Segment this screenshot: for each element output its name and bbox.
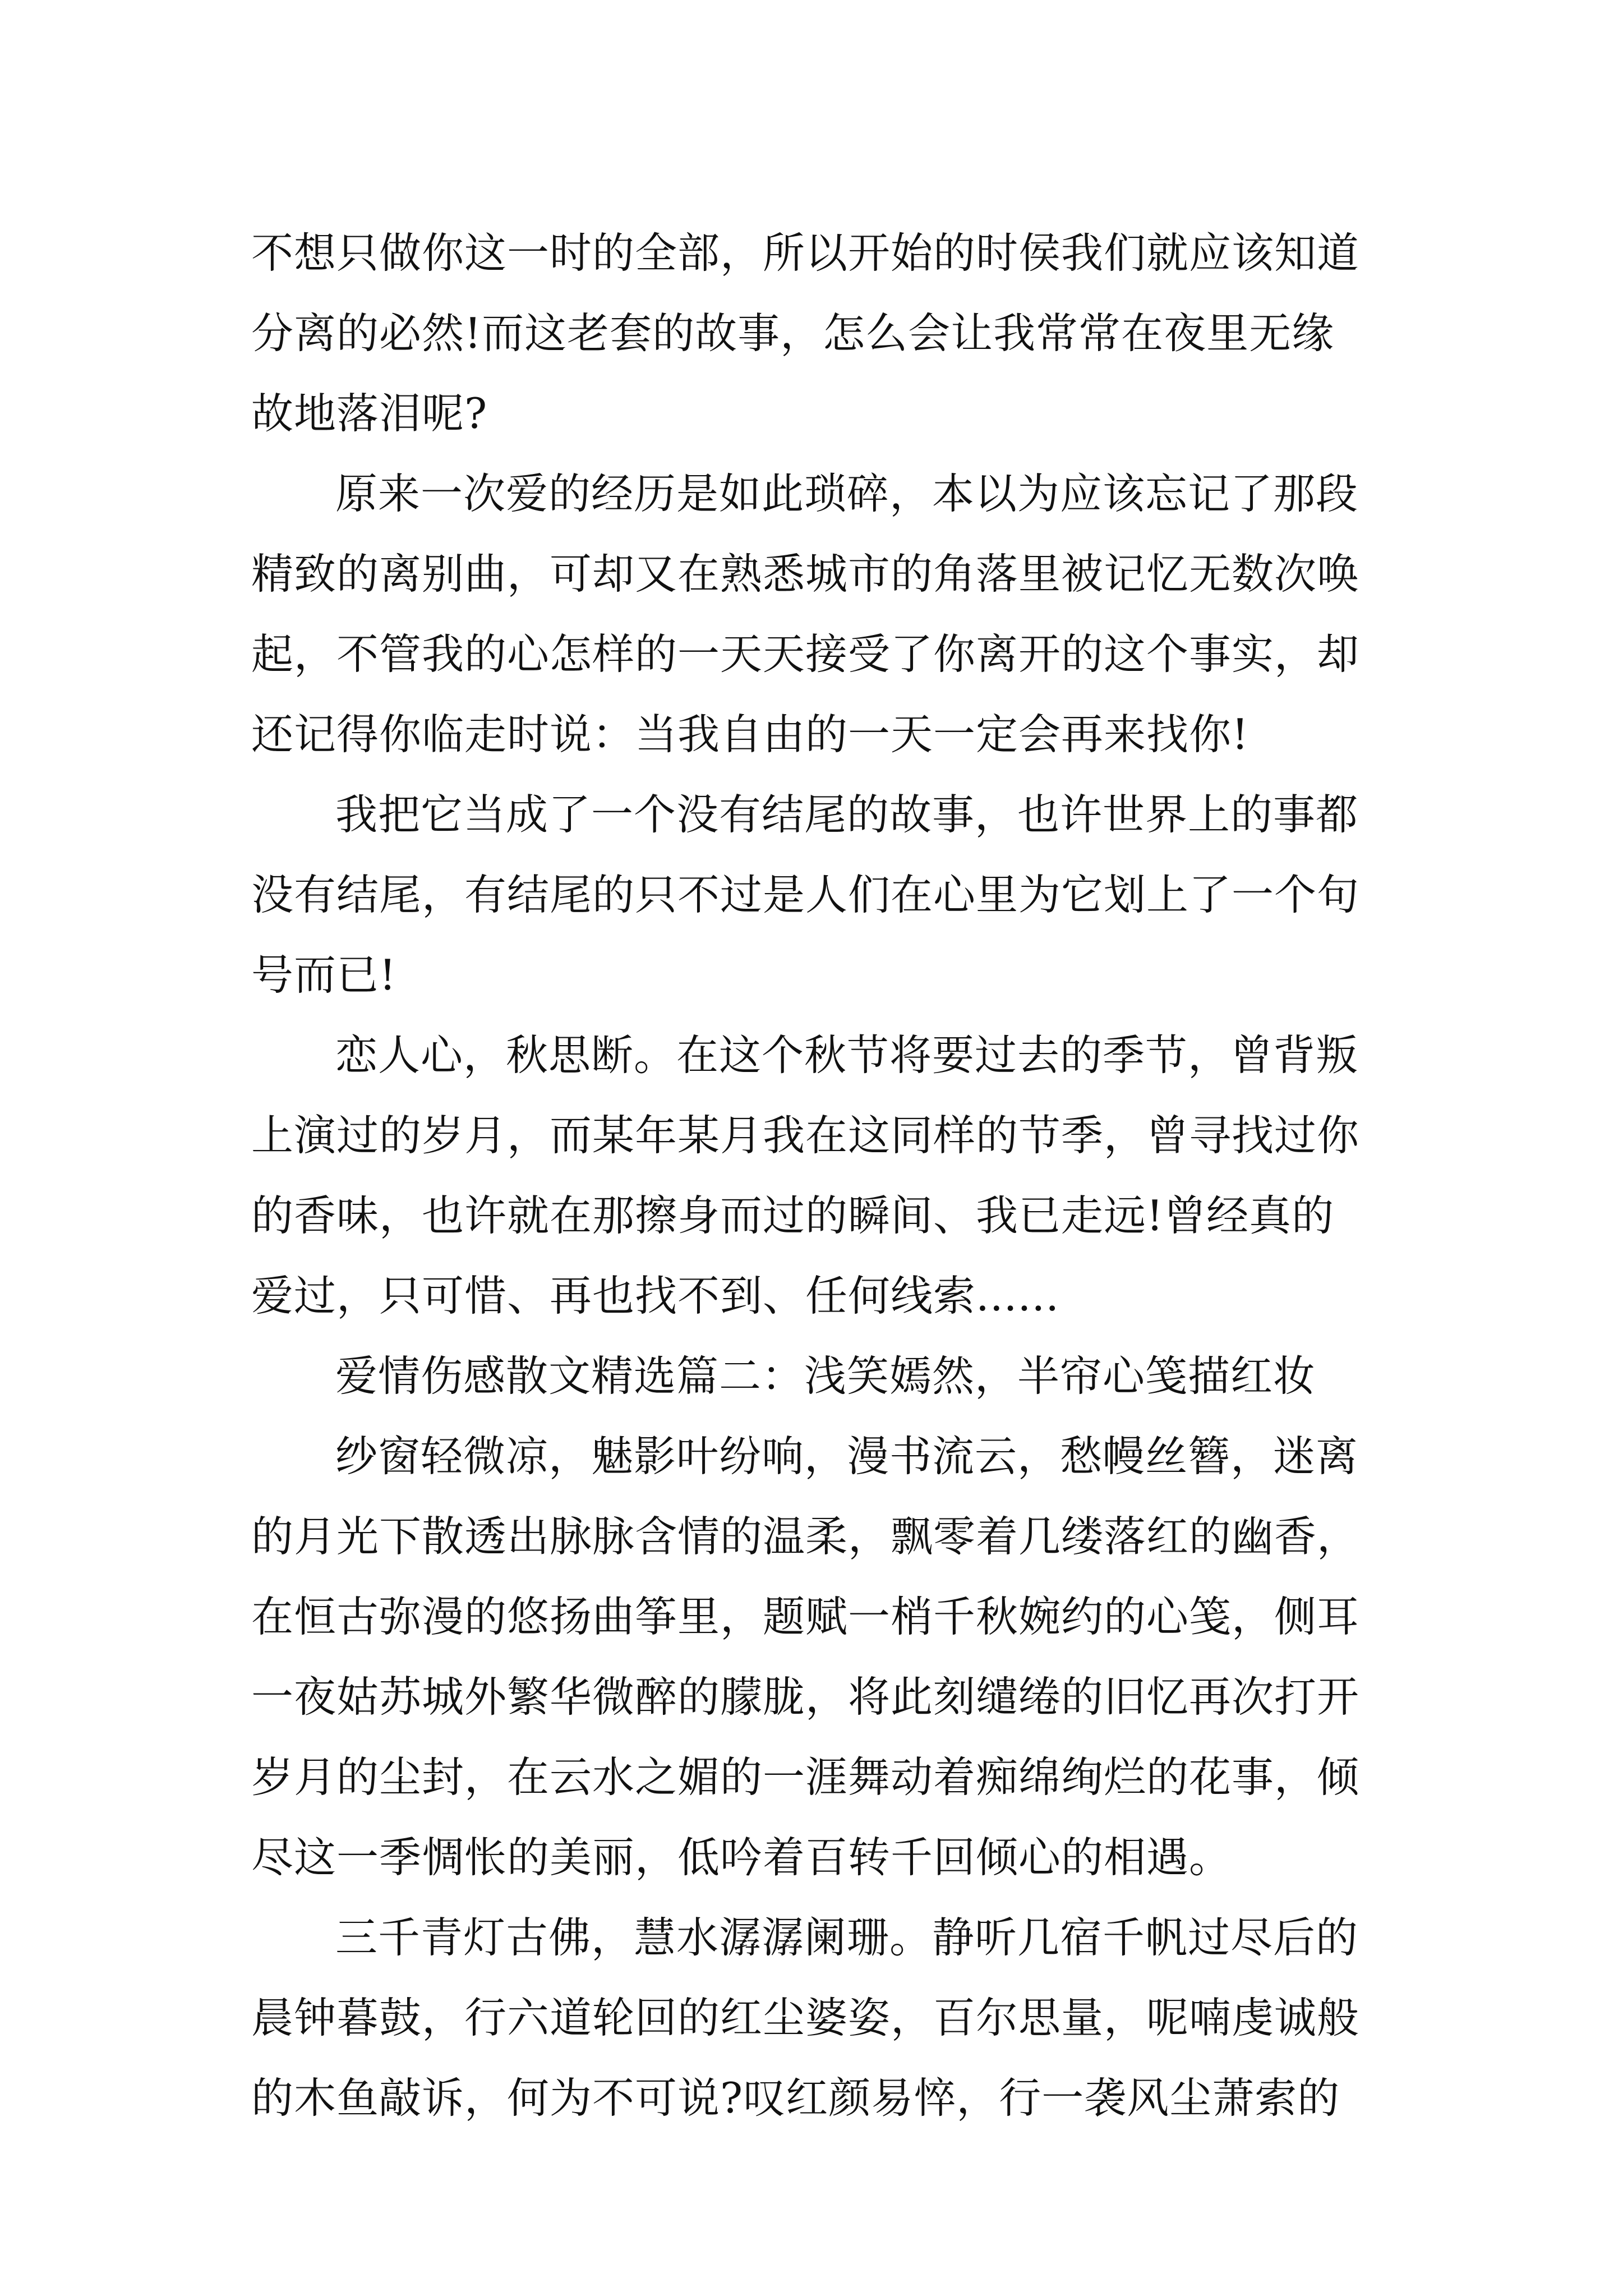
text-line: 分离的必然!而这老套的故事，怎么会让我常常在夜里无缘 bbox=[251, 309, 1335, 358]
text-line: 不想只做你这一时的全部，所以开始的时侯我们就应该知道 bbox=[251, 228, 1360, 278]
text-line: 起，不管我的心怎样的一天天接受了你离开的这个事实，却 bbox=[251, 629, 1360, 679]
text-line: 的木鱼敲诉，何为不可说?叹红颜易悴，行一袭风尘萧索的 bbox=[251, 2073, 1340, 2123]
text-line: 晨钟暮鼓，行六道轮回的红尘婆姿，百尔思量，呢喃虔诚般 bbox=[251, 1993, 1360, 2042]
text-line: 原来一次爱的经历是如此琐碎，本以为应该忘记了那段 bbox=[335, 469, 1359, 518]
text-line: 三千青灯古佛，慧水潺潺阑珊。静听几宿千帆过尽后的 bbox=[335, 1913, 1359, 1962]
text-line: 纱窗轻微凉，魅影叶纷响，漫书流云，愁幔丝簪，迷离 bbox=[335, 1432, 1359, 1481]
text-line: 岁月的尘封，在云水之媚的一涯舞动着痴绵绚烂的花事，倾 bbox=[251, 1752, 1360, 1802]
text-line: 故地落泪呢? bbox=[251, 389, 488, 438]
text-line: 爱过，只可惜、再也找不到、任何线索...... bbox=[251, 1271, 1060, 1320]
text-line: 上演过的岁月，而某年某月我在这同样的节季，曾寻找过你 bbox=[251, 1111, 1360, 1160]
body-text bbox=[251, 213, 1384, 2138]
text-line: 爱情伤感散文精选篇二：浅笑嫣然，半帘心笺描红妆 bbox=[335, 1351, 1316, 1401]
text-line: 我把它当成了一个没有结尾的故事，也许世界上的事都 bbox=[335, 790, 1359, 839]
text-line: 没有结尾，有结尾的只不过是人们在心里为它划上了一个句 bbox=[251, 870, 1360, 919]
text-line: 的月光下散透出脉脉含情的温柔，飘零着几缕落红的幽香， bbox=[251, 1512, 1360, 1561]
text-line: 在恒古弥漫的悠扬曲筝里，题赋一梢千秋婉约的心笺，侧耳 bbox=[251, 1592, 1360, 1641]
text-line: 一夜姑苏城外繁华微醉的朦胧，将此刻缱绻的旧忆再次打开 bbox=[251, 1672, 1360, 1722]
text-line: 精致的离别曲，可却又在熟悉城市的角落里被记忆无数次唤 bbox=[251, 549, 1360, 599]
text-line: 还记得你临走时说：当我自由的一天一定会再来找你! bbox=[251, 710, 1249, 759]
text-line: 恋人心，秋思断。在这个秋节将要过去的季节，曾背叛 bbox=[335, 1030, 1359, 1080]
text-line: 的香味，也许就在那擦身而过的瞬间、我已走远!曾经真的 bbox=[251, 1191, 1335, 1240]
text-line: 尽这一季惆怅的美丽，低吟着百转千回倾心的相遇。 bbox=[251, 1833, 1232, 1882]
text-line: 号而已! bbox=[251, 950, 397, 1000]
